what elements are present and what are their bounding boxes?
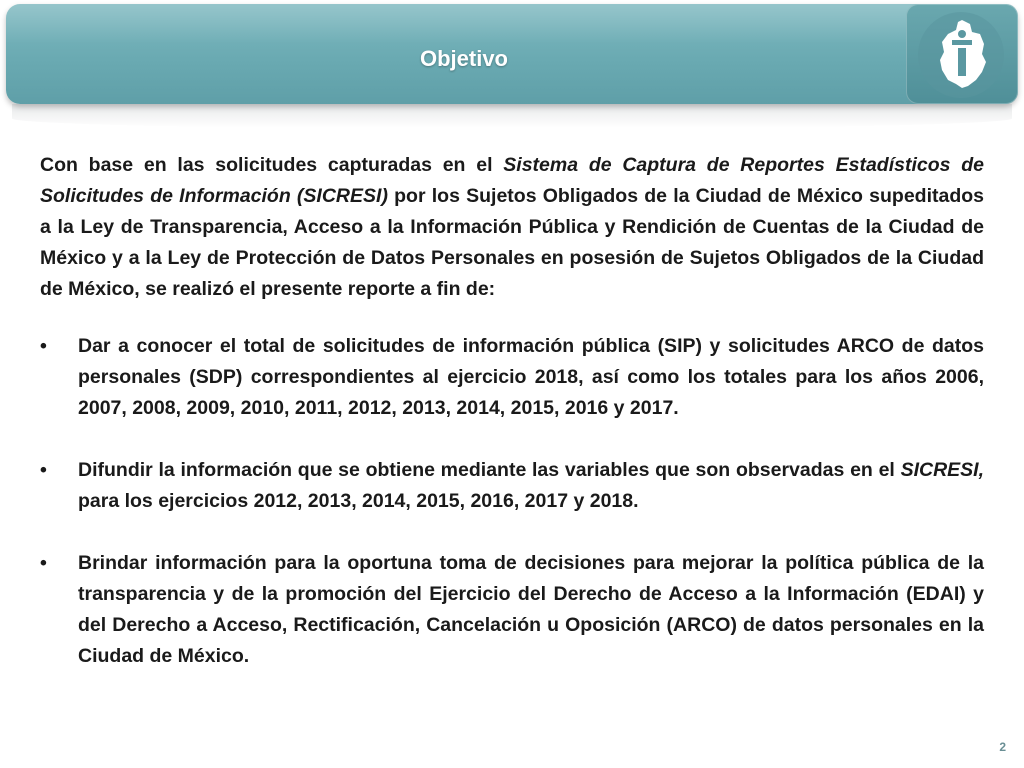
- slide-title: Objetivo: [419, 46, 508, 71]
- list-item: [40, 548, 984, 672]
- intro-text-start: Con base en las solicitudes capturadas en el: [40, 154, 504, 176]
- bullet-dot: •: [40, 335, 47, 357]
- cdmx-map-emblem-icon: [932, 18, 992, 90]
- list-item-text: Dar a conocer el total de solicitudes de información pública (SIP) y solicitudes ARCO de datos personales (SDP) correspondientes al ejercicio 2018, así como los totales para los años 2006, 2007, 2008, 2009, 2010, 2011, 2012, 2013, 2014, 2015, 2016 y 2017.: [78, 335, 984, 419]
- intro-paragraph: [40, 150, 984, 305]
- header-bar: [6, 4, 1018, 104]
- bullet-dot: •: [40, 459, 47, 481]
- logo-box: [906, 4, 1018, 104]
- bullet-dot: •: [40, 552, 47, 574]
- objective-list: [40, 331, 984, 672]
- list-item-text-end: para los ejercicios 2012, 2013, 2014, 2015, 2016, 2017 y 2018.: [78, 490, 639, 512]
- page-number: 2: [999, 740, 1006, 754]
- header-shadow: [12, 104, 1012, 128]
- intro-system-name: Sistema de Captura de Reportes Estadísticos de Solicitudes de Información (SICRESI): [40, 154, 984, 207]
- list-item: [40, 455, 984, 517]
- intro-text-end: por los Sujetos Obligados de la Ciudad de México supeditados a la Ley de Transparencia, Acceso a la Información Pública y Rendición de Cuentas de la Ciudad de México y a la Ley de Protección de Datos Personales en posesión de Sujetos Obligados de la Ciudad de México, se realizó el presente reporte a fin de:: [40, 185, 984, 300]
- list-item-text: Brindar información para la oportuna toma de decisiones para mejorar la política pública de la transparencia y de la promoción del Ejercicio del Derecho de Acceso a la Información (EDAI) y del Derecho a Acceso, Rectificación, Cancelación u Oposición (ARCO) de datos personales en la Ciudad de México.: [78, 552, 984, 667]
- objective-content: [40, 150, 984, 672]
- list-item-text-start: Difundir la información que se obtiene mediante las variables que son observadas en el: [78, 459, 901, 481]
- list-item: [40, 331, 984, 424]
- list-item-italic: SICRESI,: [900, 459, 984, 481]
